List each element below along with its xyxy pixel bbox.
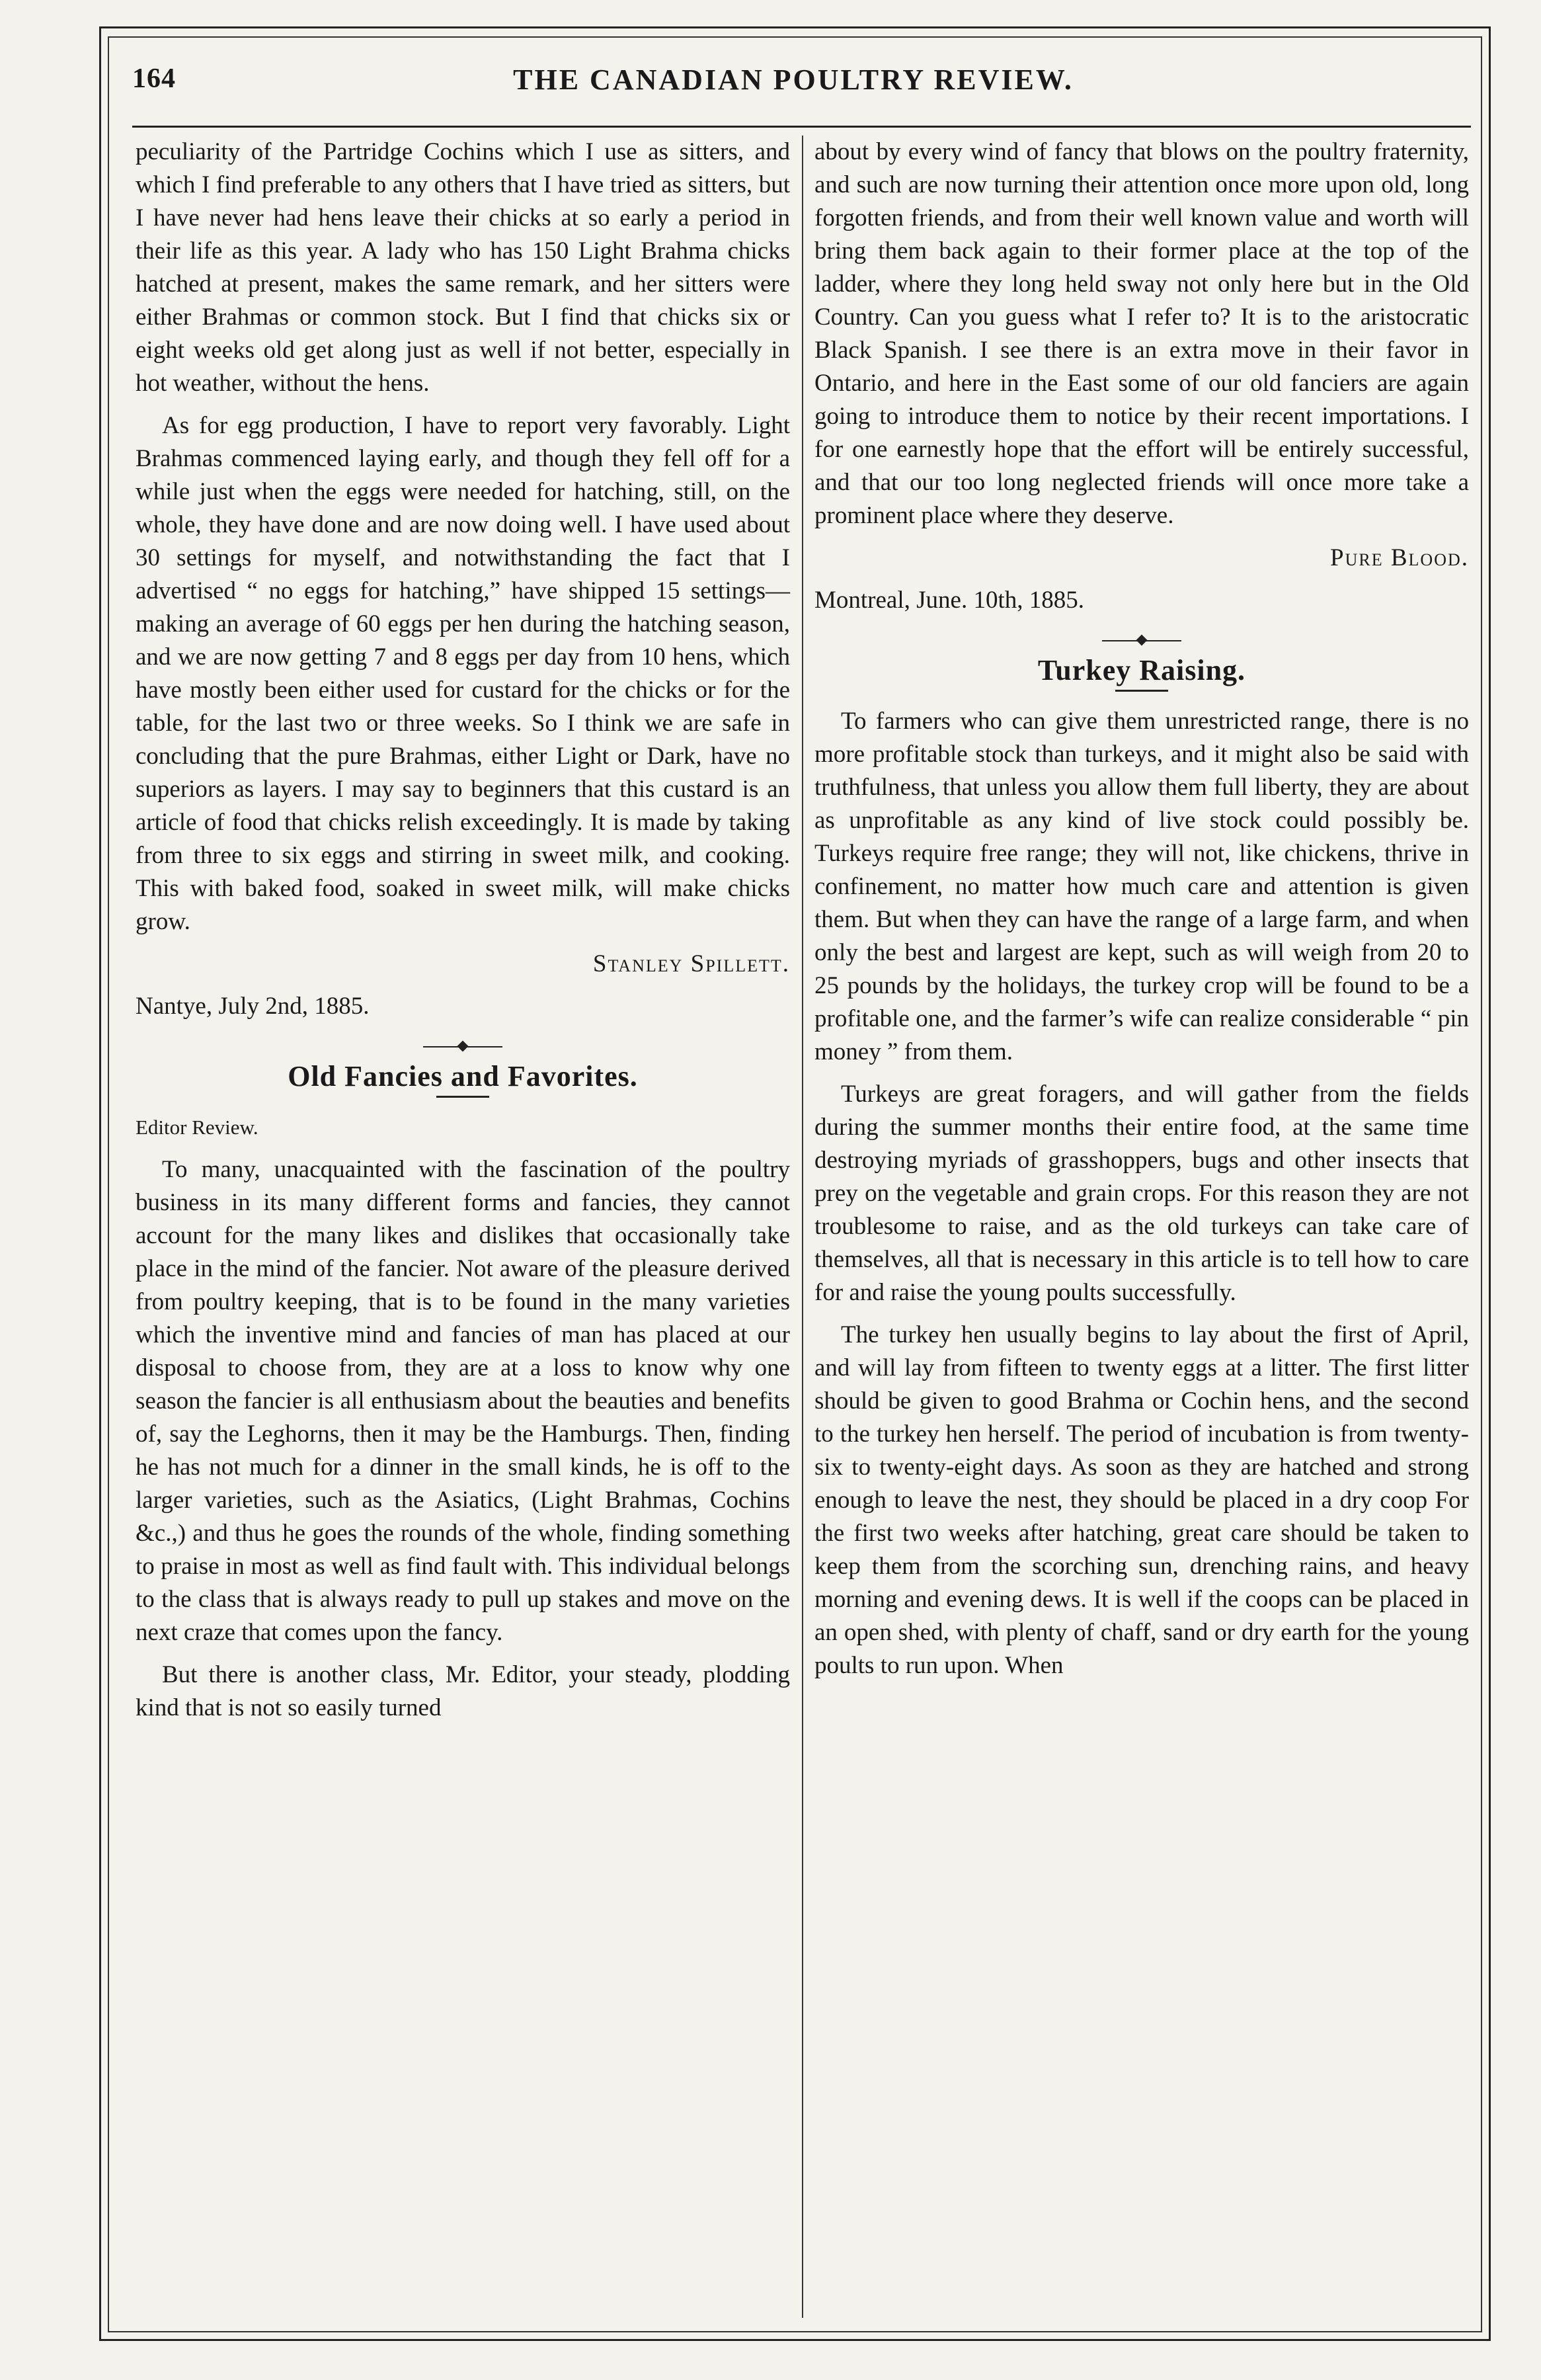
dateline: Montreal, June. 10th, 1885. [814,587,1084,614]
page-number: 164 [132,63,176,94]
author-signature: Pure Blood. [1330,544,1469,571]
paragraph: But there is another class, Mr. Editor, your steady, plodding kind that is not so easily turned [136,1661,790,1721]
article-title: Old Fancies and Favorites. [288,1060,638,1092]
paragraph: Turkeys are great foragers, and will gather from the fields during the summer months their entire food, at the same time destroying myriads of grasshoppers, bugs and other insects that prey on the vegetable and grain crops. For this reason they are not troublesome to raise, and as the old turkeys can take care of themselves, all that is necessary in this article is to tell how to care for and raise the young poults successfully. [814,1081,1469,1306]
salutation: Editor Review. [136,1116,258,1139]
paragraph: To many, unacquainted with the fascination of the poultry business in its many different forms and fancies, they cannot account for the many likes and dislikes that occasionally take place in the mind of the fancier. Not aware of the pleasure derived from poultry keeping, that is to be found in the many varieties which the inventive mind and fancies of man has placed at our disposal to choose from, they are at a loss to know why one season the fancier is all enthusiasm about the beauties and benefits of, say the Leghorns, then it may be the Hamburgs. Then, finding he has not much for a dinner in the small kinds, he is off to the larger varieties, such as the Asiatics, (Light Brahmas, Cochins &c.,) and thus he goes the rounds of the whole, finding something to praise in most as well as find fault with. This individual belongs to the class that is always ready to pull up stakes and move on the next craze that comes upon the fancy. [136,1156,790,1646]
author-signature: Stanley Spillett. [592,950,790,977]
header-rule [132,126,1471,128]
left-column [136,136,790,1734]
right-column [814,136,1469,1692]
section-divider [1102,634,1181,647]
dateline: Nantye, July 2nd, 1885. [136,993,370,1020]
journal-title: THE CANADIAN POULTRY REVIEW. [513,63,1074,96]
paragraph: The turkey hen usually begins to lay about the first of April, and will lay from fifteen to twenty eggs at a litter. The first litter should be given to good Brahma or Cochin hens, and the second to the turkey hen herself. The period of incubation is from twenty-six to twenty-eight days. As soon as they are hatched and strong enough to leave the nest, they should be placed in a dry coop For the first two weeks after hatching, great care should be taken to keep them from the scorching sun, drenching rains, and heavy morning and evening dews. It is well if the coops can be placed in an open shed, with plenty of chaff, sand or dry earth for the young poults to run upon. When [814,1321,1469,1679]
article-title: Turkey Raising. [1037,654,1246,686]
paragraph: peculiarity of the Partridge Cochins which I use as sitters, and which I find preferable to any others that I have tried as sitters, but I have never had hens leave their chicks at so early a period in their life as this year. A lady who has 150 Light Brahma chicks hatched at present, makes the same remark, and her sitters were either Brahmas or common stock. But I find that chicks six or eight weeks old get along just as well if not better, especially in hot weather, without the hens. [136,138,790,397]
column-divider [802,136,803,2318]
paragraph: To farmers who can give them unrestricted range, there is no more profitable stock than turkeys, and it might also be said with truthfulness, that unless you allow them full liberty, they are about as unprofitable as any kind of live stock could possibly be. Turkeys require free range; they will not, like chickens, thrive in confinement, no matter how much care and attention is given them. But when they can have the range of a large farm, and when only the best and largest are kept, such as will weigh from 20 to 25 pounds by the holidays, the turkey crop will be found to be a profitable one, and the farmer’s wife can realize considerable “ pin money ” from them. [814,708,1469,1065]
paragraph: about by every wind of fancy that blows on the poultry fraternity, and such are now turning their attention once more upon old, long forgotten friends, and from their well known value and worth will bring them back again to their former place at the top of the ladder, where they long held sway not only here but in the Old Country. Can you guess what I refer to? It is to the aristocratic Black Spanish. I see there is an extra move in their favor in Ontario, and here in the East some of our old fanciers are again going to introduce them to notice by their recent importations. I for one earnestly hope that the effort will be entirely successful, and that our too long neglected friends will once more take a prominent place where they deserve. [814,138,1469,529]
title-underline [1115,690,1168,692]
title-underline [436,1096,489,1098]
page-header [132,63,1454,109]
section-divider [423,1040,502,1053]
paragraph: As for egg production, I have to report very favorably. Light Brahmas commenced laying early, and though they fell off for a while just when the eggs were needed for hatching, still, on the whole, they have done and are now doing well. I have used about 30 settings for myself, and notwithstanding the fact that I advertised “ no eggs for hatching,” have shipped 15 settings—making an average of 60 eggs per hen during the hatching season, and we are now getting 7 and 8 eggs per day from 10 hens, which have mostly been either used for custard for the chicks or for the table, for the last two or three weeks. So I think we are safe in concluding that the pure Brahmas, either Light or Dark, have no superiors as layers. I may say to beginners that this custard is an article of food that chicks relish exceedingly. It is made by taking from three to six eggs and stirring in sweet milk, and cooking. This with baked food, soaked in sweet milk, will make chicks grow. [136,412,790,935]
